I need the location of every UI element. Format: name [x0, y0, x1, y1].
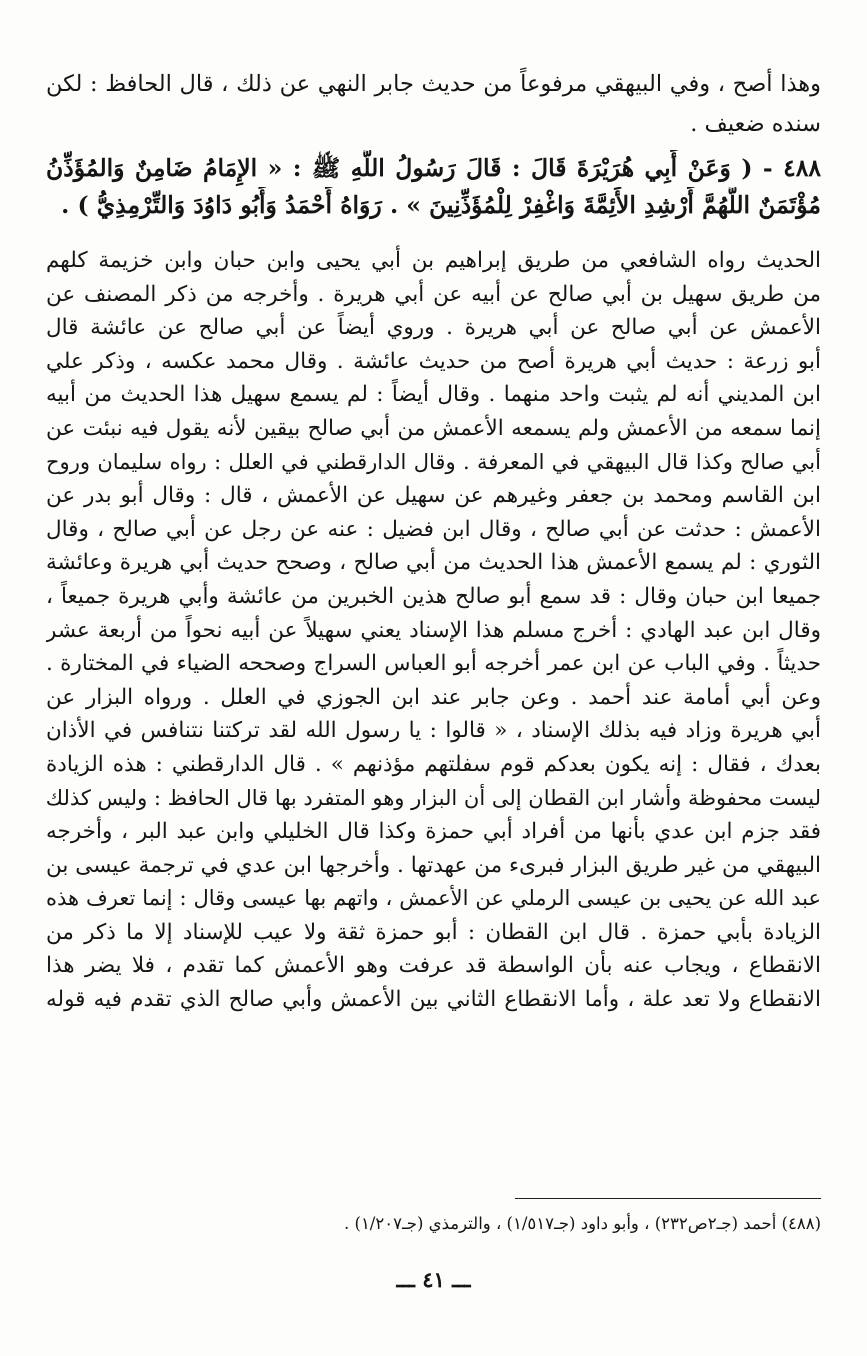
text-line: البيهقي من غير طريق البزار فبرىء من عهدتها . وأخرجها ابن عدي في ترجمة عيسى بن: [46, 852, 821, 878]
text-line: الأعمش : حدثت عن أبي صالح ، وقال ابن فضيل : عنه عن رجل عن أبي صالح ، وقال: [46, 516, 821, 542]
text-line: الانقطاع ، ويجاب عنه بأن الواسطة قد عرفت وهو الأعمش كما تقدم ، فلا يضر هذا: [46, 953, 821, 979]
text-line: ابن المديني أنه لم يثبت واحد منهما . وقال أيضاً : لم يسمع سهيل هذا الحديث من أبيه: [46, 382, 821, 408]
text-line: وهذا أصح ، وفي البيهقي مرفوعاً من حديث جابر النهي عن ذلك ، قال الحافظ : لكن: [46, 71, 821, 97]
commentary-paragraph: [46, 244, 821, 1017]
text-line: أبي هريرة وزاد فيه بذلك الإسناد ، « قالوا : يا رسول الله لقد تركتنا نتنافس في الأذان: [46, 718, 821, 744]
hadith-text: [46, 150, 821, 224]
text-line: عبد الله عن يحيى بن عيسى الرملي عن الأعمش ، واتهم بها عيسى وقال : إنما تعرف هذه: [46, 886, 821, 911]
text-line: من طريق سهيل بن أبي صالح عن أبيه عن أبي هريرة . وأخرجه من ذكر المصنف عن: [46, 281, 821, 307]
hadith-line: ٤٨٨ - ( وَعَنْ أَبِي هُرَيْرَةَ قَالَ : قَالَ رَسُولُ اللَّهِ ﷺ : « الإِمَامُ ضَامِنٌ وَالمُؤَذِّنُ: [46, 154, 821, 182]
text-line: ليست محفوظة وأشار ابن القطان إلى أن البزار وهو المتفرد بها قال الحافظ : وليس كذلك: [46, 785, 821, 810]
text-line: الثوري : لم يسمع الأعمش هذا الحديث من أبي صالح ، وصحح حديث أبي هريرة وعائشة: [46, 550, 821, 576]
text-line: فقد جزم ابن عدي بأنها من أفراد أبي حمزة وكذا قال الخليلي وابن عبد البر ، وأخرجه: [46, 819, 821, 845]
text-line: حديثاً . وفي الباب عن ابن عمر أخرجه أبو العباس السراج وصححه الضياء في المختارة .: [46, 651, 821, 677]
text-line: أبي صالح وكذا قال البيهقي في المعرفة . وقال الدارقطني في العلل : رواه سليمان وروح: [46, 449, 821, 474]
text-line: الحديث رواه الشافعي من طريق إبراهيم بن أبي يحيى وابن حبان وابن خزيمة كلهم: [46, 248, 821, 273]
text-line: وقال ابن عبد الهادي : أخرج مسلم هذا الإسناد يعني سهيلاً عن أبيه نحواً من أربعة عشر: [46, 617, 821, 643]
footnote-divider: [515, 1198, 821, 1199]
intro-paragraph: [46, 64, 821, 144]
text-line: أبو زرعة : حديث أبي هريرة أصح من حديث عائشة . وقال محمد عكسه ، وذكر علي: [46, 348, 821, 374]
footnote: (٤٨٨) أحمد (جـ٢ص٢٣٢) ، وأبو داود (جـ١/٥١٧) ، والترمذي (جـ١/٢٠٧) .: [344, 1214, 821, 1233]
text-line: جميعا ابن حبان وقال : قد سمع أبو صالح هذين الخبرين من عائشة وأبي هريرة جميعاً ،: [46, 583, 821, 609]
text-line: وعن أبي أمامة عند أحمد . وعن جابر عند ابن الجوزي في العلل . ورواه البزار عن: [46, 684, 821, 710]
text-line: الزيادة بأبي حمزة . قال ابن القطان : أبو حمزة ثقة ولا عيب للإسناد إلا ما ذكر من: [46, 919, 821, 945]
text-line: الأعمش عن أبي صالح عن أبي هريرة . وروي أيضاً عن أبي صالح عن عائشة قال: [46, 315, 821, 341]
hadith-line: مُؤْتَمَنٌ اللَّهُمَّ أَرْشِدِ الأَئِمَّةَ وَاغْفِرْ لِلْمُؤَذِّنِينَ » . رَوَاهُ أَحْمَدُ وَأَبُو دَاوُدَ وَالتِّرْمِذِيُّ ) .: [61, 191, 821, 219]
text-line: ابن القاسم ومحمد بن جعفر وغيرهم عن سهيل عن الأعمش ، قال : وقال أبو بدر عن: [46, 483, 821, 509]
text-line: سنده ضعيف .: [690, 111, 821, 137]
text-line: الانقطاع ولا تعد علة ، وأما الانقطاع الثاني بين الأعمش وأبي صالح الذي تقدم فيه قوله: [46, 987, 821, 1013]
text-line: بعدك ، فقال : إنه يكون بعدكم قوم سفلتهم مؤذنهم » . قال الدارقطني : هذه الزيادة: [46, 751, 821, 777]
text-line: إنما سمعه من الأعمش ولم يسمعه الأعمش من أبي صالح بيقين لأنه يقول فيه نبئت عن: [46, 415, 821, 441]
page-number: ـــ ٤١ ـــ: [396, 1267, 471, 1292]
